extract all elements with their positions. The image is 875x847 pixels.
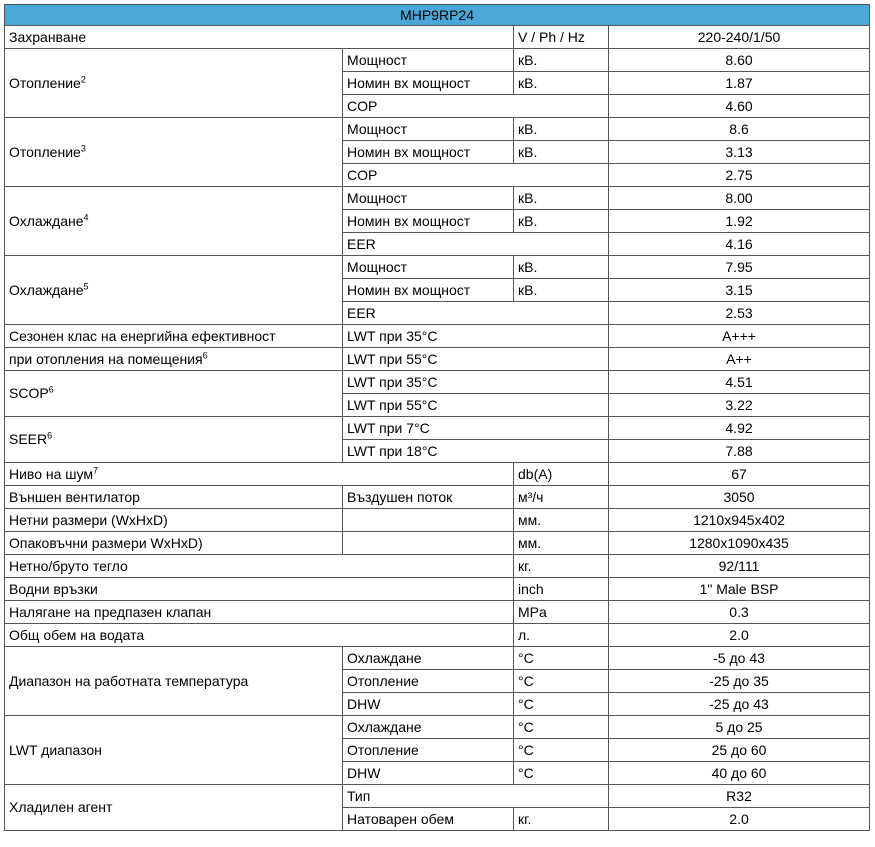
- unit-cell: [514, 279, 609, 302]
- sub-parameter-cell-text: Мощност: [347, 120, 408, 137]
- sub-parameter-cell: [343, 532, 514, 555]
- unit-cell-text: м³/ч: [518, 488, 544, 505]
- value-cell-text: 40 до 60: [711, 764, 767, 781]
- parameter-cell-text: Хладилен агент: [9, 799, 113, 815]
- value-cell-text: A+++: [722, 327, 756, 344]
- sub-parameter-cell-text: DHW: [347, 695, 381, 712]
- parameter-cell: [5, 118, 343, 187]
- spec-row: [5, 785, 870, 808]
- spec-row: [5, 486, 870, 509]
- value-cell: [609, 670, 870, 693]
- parameter-cell: [5, 325, 343, 348]
- unit-cell-text: кг.: [518, 557, 532, 574]
- unit-cell: [514, 808, 609, 831]
- parameter-cell-text: Нетни размери (WxHxD): [9, 511, 168, 528]
- sub-parameter-cell-text: Мощност: [347, 258, 408, 275]
- parameter-cell-text: Диапазон на работната температура: [9, 672, 249, 689]
- unit-cell-text: кВ.: [518, 120, 538, 137]
- value-cell-text: -25 до 43: [709, 695, 769, 712]
- parameter-cell: [5, 49, 343, 118]
- unit-cell-text: кг.: [518, 810, 532, 827]
- unit-cell: [514, 49, 609, 72]
- value-cell: [609, 210, 870, 233]
- parameter-cell: [5, 716, 343, 785]
- parameter-cell-text: Сезонен клас на енергийна ефективност: [9, 327, 276, 344]
- value-cell-text: R32: [726, 787, 752, 804]
- sub-parameter-cell-text: COP: [347, 97, 378, 114]
- unit-cell: [514, 762, 609, 785]
- spec-row: [5, 26, 870, 49]
- sub-parameter-cell: [343, 693, 514, 716]
- spec-row: [5, 256, 870, 279]
- footnote-marker: 6: [47, 430, 53, 441]
- unit-cell-text: кВ.: [518, 212, 538, 229]
- sub-parameter-cell-text: LWT при 55°C: [347, 350, 438, 367]
- value-cell-text: 7.95: [725, 258, 753, 275]
- value-cell-text: 2.0: [729, 810, 749, 827]
- sub-parameter-cell-text: Охлаждане: [347, 718, 422, 735]
- value-cell: [609, 49, 870, 72]
- unit-cell: [514, 647, 609, 670]
- value-cell: [609, 440, 870, 463]
- value-cell: [609, 417, 870, 440]
- value-cell: [609, 118, 870, 141]
- spec-row: [5, 348, 870, 371]
- value-cell: [609, 26, 870, 49]
- parameter-cell-text: Охлаждане: [9, 212, 84, 229]
- value-cell: [609, 187, 870, 210]
- value-cell-text: 92/111: [718, 557, 760, 574]
- value-cell: [609, 95, 870, 118]
- sub-parameter-cell-text: Натоварен обем: [347, 810, 454, 827]
- value-cell: [609, 141, 870, 164]
- parameter-cell: [5, 371, 343, 417]
- value-cell-text: 7.88: [725, 442, 753, 459]
- value-cell-text: -5 до 43: [713, 649, 765, 666]
- spec-row: [5, 555, 870, 578]
- value-cell: [609, 693, 870, 716]
- value-cell-text: 3.15: [725, 281, 753, 298]
- sub-parameter-cell: [343, 210, 514, 233]
- sub-parameter-cell-text: COP: [347, 166, 378, 183]
- value-cell-text: 4.16: [725, 235, 753, 252]
- unit-cell: [514, 256, 609, 279]
- value-cell-text: 2.53: [725, 304, 753, 321]
- unit-cell-text: кВ.: [518, 51, 538, 68]
- parameter-cell-text: Външен вентилатор: [9, 488, 140, 505]
- value-cell: [609, 555, 870, 578]
- parameter-cell-text: Захранване: [9, 28, 87, 45]
- value-cell-text: A++: [726, 350, 752, 367]
- parameter-cell: [5, 509, 343, 532]
- value-cell-text: -25 до 35: [709, 672, 769, 689]
- value-cell: [609, 394, 870, 417]
- value-cell-text: 1280x1090x435: [689, 534, 789, 551]
- unit-cell-text: °C: [518, 672, 534, 689]
- unit-cell: [514, 624, 609, 647]
- value-cell: [609, 233, 870, 256]
- value-cell-text: 220-240/1/50: [697, 28, 781, 45]
- value-cell: [609, 164, 870, 187]
- unit-cell-text: db(A): [518, 465, 553, 482]
- value-cell: [609, 739, 870, 762]
- unit-cell: [514, 670, 609, 693]
- spec-row: [5, 601, 870, 624]
- value-cell: [609, 808, 870, 831]
- unit-cell-text: V / Ph / Hz: [518, 28, 585, 45]
- parameter-cell: [5, 486, 343, 509]
- spec-row: [5, 509, 870, 532]
- sub-parameter-cell-text: Номин вх мощност: [347, 143, 471, 160]
- parameter-cell: [5, 532, 343, 555]
- sub-parameter-cell-text: EER: [347, 304, 376, 321]
- unit-cell-text: °C: [518, 649, 534, 666]
- spec-row: [5, 118, 870, 141]
- sub-parameter-cell: [343, 233, 609, 256]
- sub-parameter-cell-text: LWT при 55°C: [347, 396, 438, 413]
- value-cell: [609, 486, 870, 509]
- value-cell: [609, 302, 870, 325]
- value-cell: [609, 647, 870, 670]
- spec-row: [5, 624, 870, 647]
- parameter-cell-text: при отопления на помещения: [9, 350, 203, 367]
- parameter-cell: [5, 578, 514, 601]
- spec-row: [5, 463, 870, 486]
- value-cell-text: 3.13: [725, 143, 753, 160]
- sub-parameter-cell: [343, 118, 514, 141]
- value-cell-text: 4.92: [725, 419, 753, 436]
- value-cell: [609, 371, 870, 394]
- unit-cell: [514, 210, 609, 233]
- unit-cell-text: MPa: [518, 603, 547, 620]
- sub-parameter-cell: [343, 670, 514, 693]
- spec-row: [5, 49, 870, 72]
- value-cell: [609, 532, 870, 555]
- sub-parameter-cell-text: Номин вх мощност: [347, 74, 471, 91]
- value-cell: [609, 72, 870, 95]
- unit-cell: [514, 463, 609, 486]
- unit-cell-text: кВ.: [518, 143, 538, 160]
- sub-parameter-cell: [343, 164, 609, 187]
- unit-cell: [514, 26, 609, 49]
- sub-parameter-cell-text: Номин вх мощност: [347, 281, 471, 298]
- sub-parameter-cell-text: Мощност: [347, 189, 408, 206]
- footnote-marker: 7: [93, 464, 99, 475]
- parameter-cell: [5, 187, 343, 256]
- value-cell-text: 5 до 25: [715, 718, 763, 735]
- parameter-cell: [5, 647, 343, 716]
- unit-cell-text: кВ.: [518, 189, 538, 206]
- footnote-marker: 6: [202, 349, 208, 360]
- specification-table-body: [5, 5, 870, 831]
- sub-parameter-cell-text: LWT при 35°C: [347, 373, 438, 390]
- footnote-marker: 4: [83, 211, 89, 222]
- unit-cell: [514, 141, 609, 164]
- value-cell-text: 67: [731, 465, 747, 482]
- model-header-row: [5, 5, 870, 26]
- parameter-cell-text: SEER: [9, 431, 48, 447]
- parameter-cell: [5, 555, 514, 578]
- sub-parameter-cell: [343, 95, 609, 118]
- value-cell-text: 0.3: [729, 603, 749, 620]
- value-cell-text: 1210x945x402: [693, 511, 785, 528]
- sub-parameter-cell: [343, 72, 514, 95]
- parameter-cell: [5, 417, 343, 463]
- value-cell: [609, 509, 870, 532]
- parameter-cell: [5, 601, 514, 624]
- sub-parameter-cell-text: LWT при 35°C: [347, 327, 438, 344]
- spec-row: [5, 371, 870, 394]
- sub-parameter-cell: [343, 440, 609, 463]
- parameter-cell-text: SCOP: [9, 385, 49, 401]
- unit-cell: [514, 716, 609, 739]
- value-cell: [609, 785, 870, 808]
- unit-cell: [514, 72, 609, 95]
- unit-cell: [514, 555, 609, 578]
- parameter-cell-text: Отопление: [9, 74, 81, 91]
- sub-parameter-cell: [343, 716, 514, 739]
- parameter-cell-text: Налягане на предпазен клапан: [9, 603, 212, 620]
- parameter-cell-text: Водни връзки: [9, 580, 98, 597]
- sub-parameter-cell-text: Номин вх мощност: [347, 212, 471, 229]
- value-cell-text: 4.51: [725, 373, 753, 390]
- value-cell-text: 3.22: [725, 396, 753, 413]
- parameter-cell-text: Нетно/бруто тегло: [9, 557, 128, 574]
- parameter-cell: [5, 256, 343, 325]
- value-cell: [609, 463, 870, 486]
- sub-parameter-cell: [343, 785, 609, 808]
- value-cell-text: 8.00: [725, 189, 753, 206]
- sub-parameter-cell: [343, 371, 609, 394]
- unit-cell: [514, 187, 609, 210]
- spec-row: [5, 417, 870, 440]
- unit-cell: [514, 509, 609, 532]
- parameter-cell-text: Ниво на шум: [9, 465, 93, 482]
- parameter-cell-text: Охлаждане: [9, 281, 84, 298]
- parameter-cell: [5, 624, 514, 647]
- parameter-cell-text: Отопление: [9, 143, 81, 160]
- unit-cell: [514, 739, 609, 762]
- value-cell: [609, 578, 870, 601]
- sub-parameter-cell-text: Отопление: [347, 672, 419, 689]
- value-cell: [609, 624, 870, 647]
- parameter-cell: [5, 785, 343, 831]
- unit-cell-text: inch: [518, 580, 544, 597]
- sub-parameter-cell: [343, 762, 514, 785]
- spec-row: [5, 325, 870, 348]
- sub-parameter-cell-text: Охлаждане: [347, 649, 422, 666]
- unit-cell-text: °C: [518, 741, 534, 758]
- unit-cell: [514, 532, 609, 555]
- sub-parameter-cell: [343, 187, 514, 210]
- unit-cell-text: кВ.: [518, 74, 538, 91]
- value-cell-text: 8.6: [729, 120, 749, 137]
- unit-cell-text: мм.: [518, 511, 542, 528]
- footnote-marker: 3: [80, 142, 86, 153]
- parameter-cell: [5, 348, 343, 371]
- model-title: MHP9RP24: [5, 5, 870, 26]
- sub-parameter-cell: [343, 325, 609, 348]
- spec-row: [5, 578, 870, 601]
- unit-cell-text: кВ.: [518, 258, 538, 275]
- unit-cell: [514, 118, 609, 141]
- sub-parameter-cell: [343, 647, 514, 670]
- parameter-cell: [5, 26, 514, 49]
- parameter-cell-text: Общ обем на водата: [9, 626, 145, 643]
- sub-parameter-cell-text: LWT при 18°C: [347, 442, 438, 459]
- value-cell-text: 2.0: [729, 626, 749, 643]
- value-cell-text: 8.60: [725, 51, 753, 68]
- unit-cell: [514, 693, 609, 716]
- value-cell: [609, 601, 870, 624]
- value-cell-text: 2.75: [725, 166, 753, 183]
- sub-parameter-cell: [343, 141, 514, 164]
- sub-parameter-cell-text: Мощност: [347, 51, 408, 68]
- sub-parameter-cell: [343, 808, 514, 831]
- sub-parameter-cell: [343, 417, 609, 440]
- value-cell-text: 1" Male BSP: [699, 580, 779, 597]
- footnote-marker: 5: [83, 280, 89, 291]
- value-cell: [609, 325, 870, 348]
- sub-parameter-cell: [343, 348, 609, 371]
- parameter-cell: [5, 463, 514, 486]
- sub-parameter-cell-text: LWT при 7°C: [347, 419, 430, 436]
- sub-parameter-cell-text: Тип: [347, 787, 371, 804]
- value-cell: [609, 348, 870, 371]
- sub-parameter-cell: [343, 509, 514, 532]
- sub-parameter-cell: [343, 302, 609, 325]
- unit-cell: [514, 486, 609, 509]
- unit-cell-text: л.: [518, 626, 531, 643]
- sub-parameter-cell: [343, 486, 514, 509]
- sub-parameter-cell: [343, 394, 609, 417]
- unit-cell: [514, 578, 609, 601]
- sub-parameter-cell: [343, 739, 514, 762]
- sub-parameter-cell-text: Въздушен поток: [347, 488, 453, 505]
- value-cell: [609, 279, 870, 302]
- unit-cell-text: кВ.: [518, 281, 538, 298]
- value-cell-text: 4.60: [725, 97, 753, 114]
- spec-row: [5, 647, 870, 670]
- spec-row: [5, 532, 870, 555]
- spec-row: [5, 716, 870, 739]
- footnote-marker: 6: [48, 384, 54, 395]
- sub-parameter-cell: [343, 279, 514, 302]
- unit-cell: [514, 601, 609, 624]
- sub-parameter-cell-text: DHW: [347, 764, 381, 781]
- value-cell: [609, 256, 870, 279]
- unit-cell-text: °C: [518, 695, 534, 712]
- specification-table: [4, 4, 870, 831]
- value-cell: [609, 716, 870, 739]
- sub-parameter-cell-text: EER: [347, 235, 376, 252]
- sub-parameter-cell: [343, 256, 514, 279]
- footnote-marker: 2: [80, 73, 86, 84]
- unit-cell-text: °C: [518, 764, 534, 781]
- spec-row: [5, 187, 870, 210]
- sub-parameter-cell-text: Отопление: [347, 741, 419, 758]
- sub-parameter-cell: [343, 49, 514, 72]
- value-cell: [609, 762, 870, 785]
- parameter-cell-text: Опаковъчни размери WxHxD): [9, 534, 203, 551]
- value-cell-text: 25 до 60: [711, 741, 767, 758]
- unit-cell-text: °C: [518, 718, 534, 735]
- value-cell-text: 1.87: [725, 74, 753, 91]
- unit-cell-text: мм.: [518, 534, 542, 551]
- value-cell-text: 3050: [723, 488, 755, 505]
- parameter-cell-text: LWT диапазон: [9, 741, 102, 758]
- value-cell-text: 1.92: [725, 212, 753, 229]
